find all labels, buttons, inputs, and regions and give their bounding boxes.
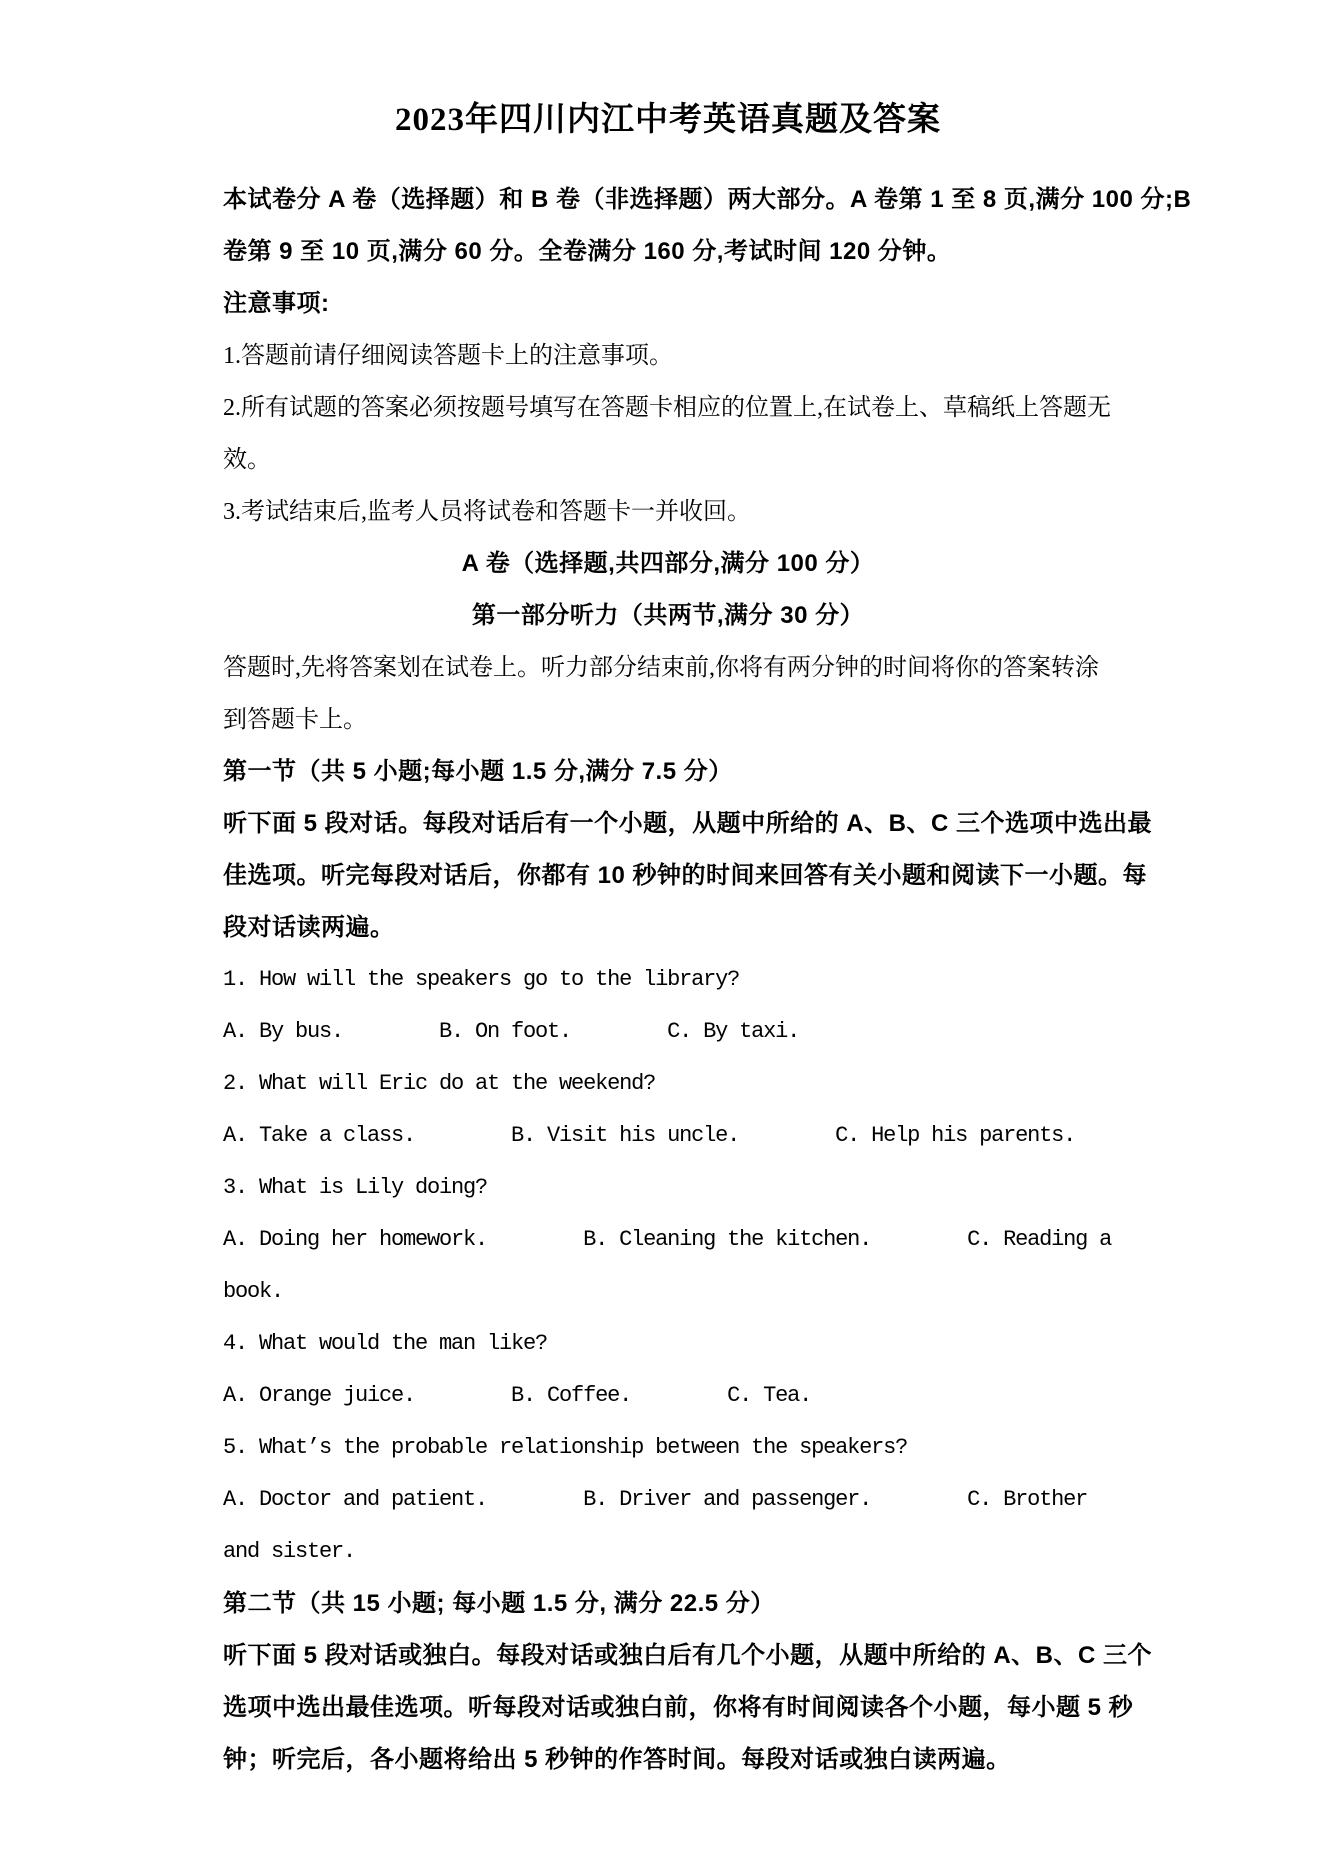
note-line: 2.所有试题的答案必须按题号填写在答题卡相应的位置上,在试卷上、草稿纸上答题无: [223, 395, 1111, 421]
note-line: 3.考试结束后,监考人员将试卷和答题卡一并收回。: [223, 499, 751, 525]
instruction-line: 听下面 5 段对话。每段对话后有一个小题，从题中所给的 A、B、C 三个选项中选出最: [223, 810, 1153, 837]
options-5: A. Doctor and patient. B. Driver and passenger. C. Brother: [223, 1487, 1088, 1512]
section-a-heading: A 卷（选择题,共四部分,满分 100 分）: [461, 550, 875, 577]
document-body: [223, 174, 1192, 1786]
instruction-line: 听下面 5 段对话或独白。每段对话或独白后有几个小题，从题中所给的 A、B、C 三个: [223, 1642, 1153, 1669]
part-one-heading: 第一部分听力（共两节,满分 30 分）: [471, 602, 865, 629]
note-line: 效。: [223, 447, 271, 473]
instruction-line: 到答题卡上。: [223, 707, 367, 733]
options-3-continued: book.: [223, 1279, 284, 1304]
question-2: 2. What will Eric do at the weekend?: [223, 1071, 656, 1096]
options-5-continued: and sister.: [223, 1539, 356, 1564]
options-3: A. Doing her homework. B. Cleaning the kitchen. C. Reading a: [223, 1227, 1112, 1252]
options-1: A. By bus. B. On foot. C. By taxi.: [223, 1019, 800, 1044]
notes-heading: 注意事项:: [223, 290, 330, 317]
options-2: A. Take a class. B. Visit his uncle. C. Help his parents.: [223, 1123, 1076, 1148]
question-1: 1. How will the speakers go to the library?: [223, 967, 740, 992]
page-title: 2023年四川内江中考英语真题及答案: [395, 102, 941, 138]
instruction-line: 佳选项。听完每段对话后，你都有 10 秒钟的时间来回答有关小题和阅读下一小题。每: [223, 862, 1148, 889]
subsection-one-heading: 第一节（共 5 小题;每小题 1.5 分,满分 7.5 分）: [223, 758, 733, 785]
note-line: 1.答题前请仔细阅读答题卡上的注意事项。: [223, 343, 673, 369]
instruction-line: 钟；听完后，各小题将给出 5 秒钟的作答时间。每段对话或独白读两遍。: [223, 1746, 1011, 1773]
intro-line: 本试卷分 A 卷（选择题）和 B 卷（非选择题）两大部分。A 卷第 1 至 8 页,满分 100 分;B: [223, 186, 1192, 213]
question-4: 4. What would the man like?: [223, 1331, 548, 1356]
intro-line: 卷第 9 至 10 页,满分 60 分。全卷满分 160 分,考试时间 120 分钟。: [223, 238, 952, 265]
subsection-two-heading: 第二节（共 15 小题; 每小题 1.5 分, 满分 22.5 分）: [223, 1590, 775, 1617]
question-3: 3. What is Lily doing?: [223, 1175, 488, 1200]
options-4: A. Orange juice. B. Coffee. C. Tea.: [223, 1383, 812, 1408]
question-5: 5. What’s the probable relationship between the speakers?: [223, 1435, 908, 1460]
instruction-line: 答题时,先将答案划在试卷上。听力部分结束前,你将有两分钟的时间将你的答案转涂: [223, 655, 1099, 681]
instruction-line: 选项中选出最佳选项。听每段对话或独白前，你将有时间阅读各个小题，每小题 5 秒: [223, 1694, 1134, 1721]
instruction-line: 段对话读两遍。: [223, 914, 395, 941]
